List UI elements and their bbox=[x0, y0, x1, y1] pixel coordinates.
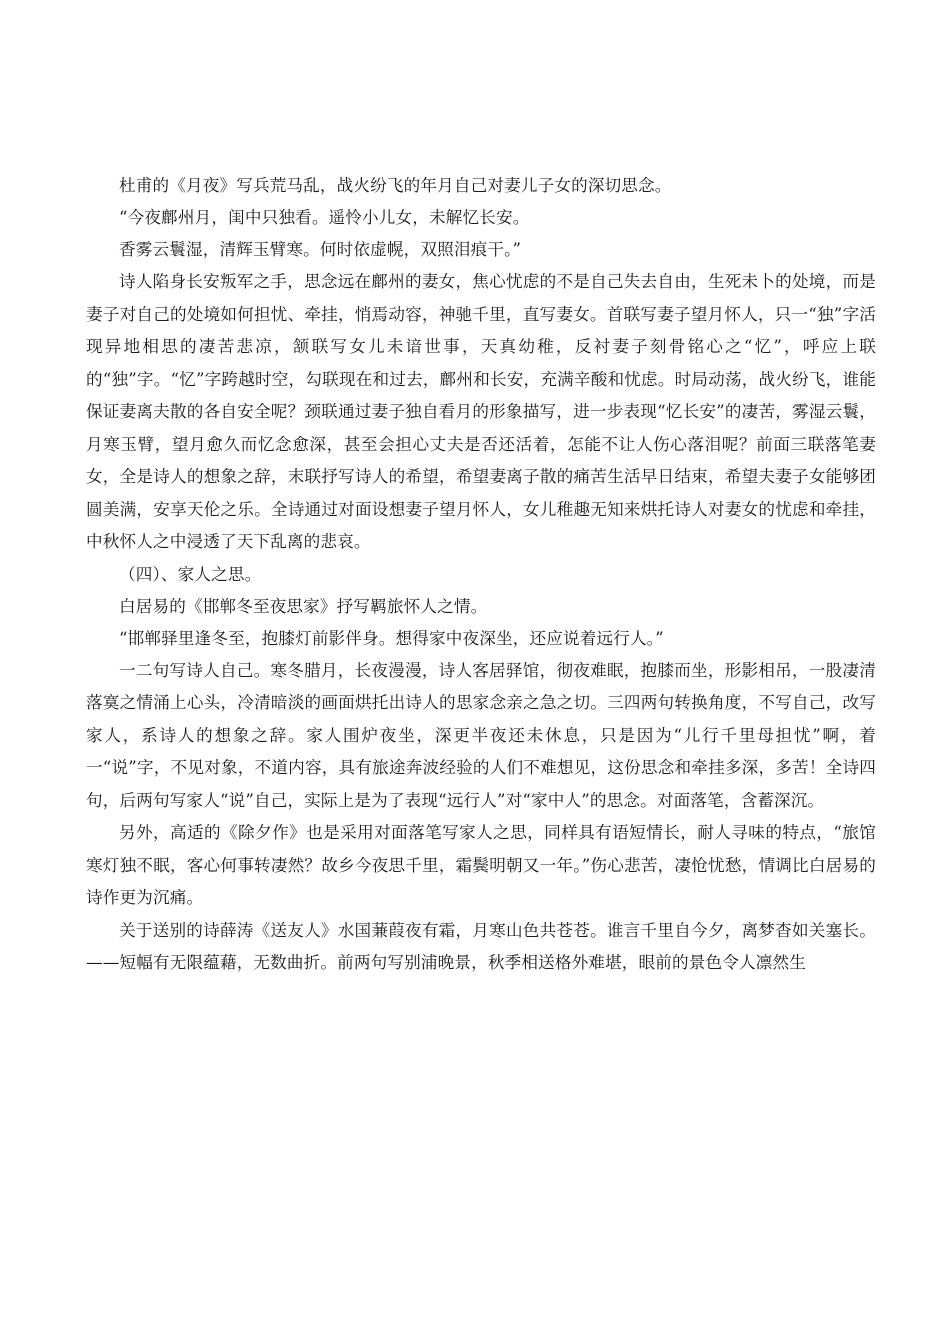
paragraph-analysis-yueye: 诗人陷身长安叛军之手，思念远在鄜州的妻女，焦心忧虑的不是自己失去自由，生死未卜的处境，而是妻子对自己的处境如何担忧、牵挂，悄焉动容，神驰千里，直写妻女。首联写妻子望月怀人，只一“独”字活现异地相思的凄苦悲凉，颔联写女儿未谙世事，天真幼稚，反衬妻子刻骨铭心之“忆”，呼应上联的“独”字。“忆”字跨越时空，勾联现在和过去，鄜州和长安，充满辛酸和忧虑。时局动荡，战火纷飞，谁能保证妻离夫散的各自安全呢？颈联通过妻子独自看月的形象描写，进一步表现“忆长安”的凄苦，雾湿云鬟，月寒玉臂，望月愈久而忆念愈深，甚至会担心丈夫是否还活着，怎能不让人伤心落泪呢？前面三联落笔妻女，全是诗人的想象之辞，末联抒写诗人的希望，希望妻离子散的痛苦生活早日结束，希望夫妻子女能够团圆美满，安享天伦之乐。全诗通过对面设想妻子望月怀人，女儿稚趣无知来烘托诗人对妻女的忧虑和牵挂，中秋怀人之中浸透了天下乱离的悲哀。 bbox=[86, 272, 876, 551]
document-body bbox=[86, 170, 876, 980]
poem-handan: “邯郸驿里逢冬至，抱膝灯前影伴身。想得家中夜深坐，还应说着远行人。” bbox=[119, 628, 664, 648]
section-heading-family: （四）、家人之思。 bbox=[119, 564, 262, 584]
paragraph-xuetao: 关于送别的诗薛涛《送友人》水国蒹葭夜有霜，月寒山色共苍苍。谁言千里自今夕，离梦杳如关塞长。——短幅有无限蕴藉，无数曲折。前两句写别浦晚景，秋季相送格外难堪，眼前的景色令人凛然生 bbox=[86, 920, 876, 972]
paragraph-intro-yueye: 杜甫的《月夜》写兵荒马乱，战火纷飞的年月自己对妻儿子女的深切思念。 bbox=[119, 176, 672, 195]
poem-line-2: 香雾云鬟湿，清辉玉臂寒。何时依虚幌，双照泪痕干。” bbox=[119, 240, 522, 259]
poem-line-1: “今夜鄜州月，闺中只独看。遥怜小儿女，未解忆长安。 bbox=[119, 208, 530, 227]
paragraph-intro-handan: 白居易的《邯郸冬至夜思家》抒写羁旅怀人之情。 bbox=[119, 596, 488, 616]
paragraph-gaoshi: 另外，高适的《除夕作》也是采用对面落笔写家人之思，同样具有语短情长，耐人寻味的特点，“旅馆寒灯独不眠，客心何事转凄然？故乡今夜思千里，霜鬓明朝又一年。”伤心悲苦，凄怆忧愁，情调比白居易的诗作更为沉痛。 bbox=[86, 823, 876, 907]
paragraph-analysis-handan: 一二句写诗人自己。寒冬腊月，长夜漫漫，诗人客居驿馆，彻夜难眠，抱膝而坐，形影相吊，一股凄清落寞之情涌上心头，冷清暗淡的画面烘托出诗人的思家念亲之急之切。三四两句转换角度，不写自己，改写家人，系诗人的想象之辞。家人围炉夜坐，深更半夜还未休息，只是因为“儿行千里母担忧”啊，着一“说”字，不见对象，不道内容，具有旅途奔波经验的人们不难想见，这份思念和牵挂多深，多苦！全诗四句，后两句写家人“说”自己，实际上是为了表现“远行人”对“家中人”的思念。对面落笔，含蓄深沉。 bbox=[86, 660, 876, 810]
